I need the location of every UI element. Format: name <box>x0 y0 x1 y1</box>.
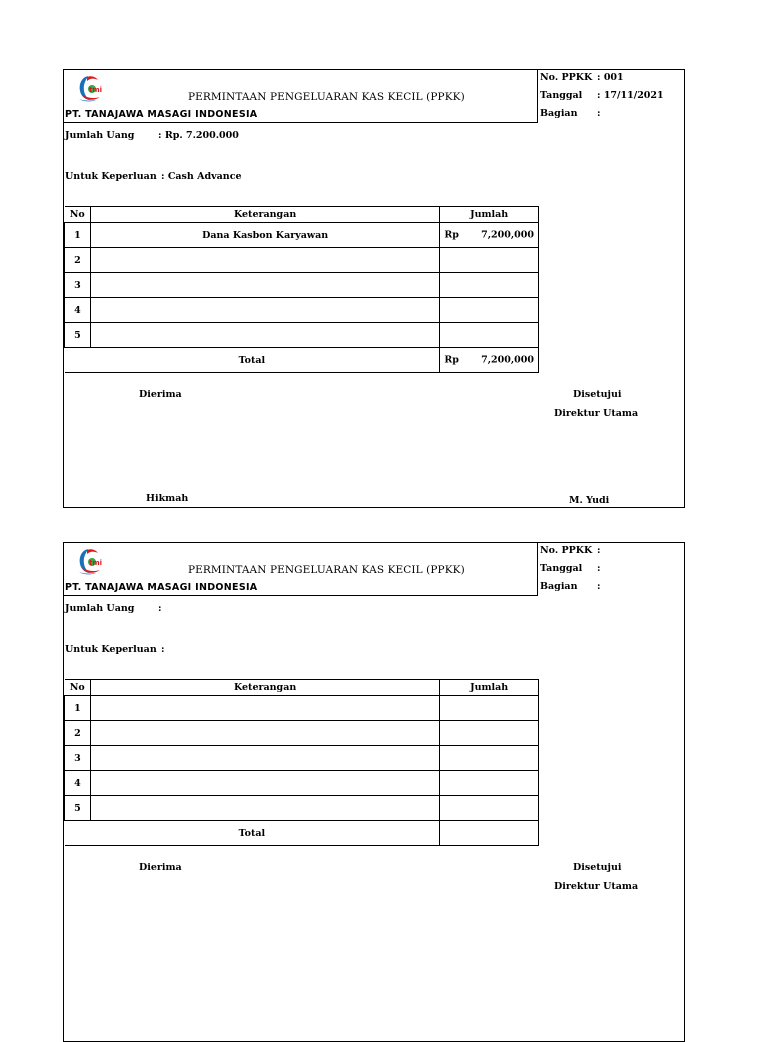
company-logo-icon <box>74 546 104 576</box>
table-row <box>65 771 539 796</box>
ppkk-number-label: No. PPKK <box>540 545 593 556</box>
row-number: 2 <box>65 721 91 746</box>
company-name: PT. TANAJAWA MASAGI INDONESIA <box>65 582 258 593</box>
purpose-label: Untuk Keperluan <box>65 644 157 655</box>
document-title: PERMINTAAN PENGELUARAN KAS KECIL (PPKK) <box>188 564 465 576</box>
row-description <box>90 273 439 298</box>
approved-label: Disetujui <box>573 862 622 873</box>
department-label: Bagian <box>540 581 578 592</box>
row-description <box>90 696 439 721</box>
row-number: 1 <box>65 696 91 721</box>
department-value: : <box>597 108 601 119</box>
total-currency: Rp <box>444 354 459 366</box>
row-description <box>90 248 439 273</box>
amount-label: Jumlah Uang <box>65 130 135 141</box>
table-row <box>65 298 539 323</box>
row-number: 4 <box>65 771 91 796</box>
company-logo <box>74 546 104 576</box>
department-label: Bagian <box>540 108 578 119</box>
header-description: Keterangan <box>90 680 439 696</box>
row-description <box>90 721 439 746</box>
received-name: Hikmah <box>146 493 189 504</box>
row-number: 4 <box>65 298 91 323</box>
table-row <box>65 721 539 746</box>
row-amount-cell <box>440 248 539 273</box>
table-row <box>65 273 539 298</box>
table-row <box>65 796 539 821</box>
amount-field <box>65 130 239 141</box>
received-label: Dierima <box>139 862 182 873</box>
amount-label: Jumlah Uang <box>65 603 135 614</box>
purpose-field <box>65 171 242 182</box>
ppkk-number-value: : <box>597 545 601 556</box>
table-header-row <box>65 680 539 696</box>
purpose-field <box>65 644 165 655</box>
ppkk-number-value: : 001 <box>597 72 624 83</box>
row-number: 5 <box>65 323 91 348</box>
row-amount-cell <box>440 796 539 821</box>
table-row <box>65 696 539 721</box>
items-table <box>64 206 539 373</box>
table-row <box>65 323 539 348</box>
row-number: 2 <box>65 248 91 273</box>
amount-field <box>65 603 162 614</box>
purpose-label: Untuk Keperluan <box>65 171 157 182</box>
total-amount-cell <box>440 821 539 846</box>
row-number: 3 <box>65 746 91 771</box>
ppkk-form <box>63 542 685 1042</box>
date-label: Tanggal <box>540 563 583 574</box>
row-number: 5 <box>65 796 91 821</box>
table-header-row <box>65 207 539 223</box>
amount-value: : Rp. 7.200.000 <box>158 130 239 141</box>
total-label: Total <box>65 348 440 373</box>
table-row <box>65 223 539 248</box>
date-value: : <box>597 563 601 574</box>
row-amount-cell <box>440 771 539 796</box>
total-label: Total <box>65 821 440 846</box>
row-number: 3 <box>65 273 91 298</box>
row-description <box>90 323 439 348</box>
row-currency: Rp <box>444 229 459 241</box>
row-description <box>90 796 439 821</box>
row-number: 1 <box>65 223 91 248</box>
row-amount-cell <box>440 721 539 746</box>
row-description <box>90 771 439 796</box>
purpose-value: : <box>161 644 165 655</box>
form-header <box>64 70 538 123</box>
table-row <box>65 746 539 771</box>
table-row <box>65 248 539 273</box>
approver-title: Direktur Utama <box>554 408 639 419</box>
svg-text:tmi: tmi <box>89 86 103 94</box>
ppkk-form <box>63 69 685 508</box>
approved-name: M. Yudi <box>569 495 610 506</box>
total-row <box>65 348 539 373</box>
svg-text:tmi: tmi <box>89 559 103 567</box>
company-logo <box>74 73 104 103</box>
row-amount: 7,200,000 <box>481 229 534 241</box>
row-amount-cell <box>440 298 539 323</box>
header-amount: Jumlah <box>440 680 539 696</box>
approver-title: Direktur Utama <box>554 881 639 892</box>
row-amount-cell <box>440 746 539 771</box>
row-amount-cell <box>440 223 539 248</box>
row-amount-cell <box>440 696 539 721</box>
row-description <box>90 746 439 771</box>
row-amount-cell <box>440 323 539 348</box>
header-amount: Jumlah <box>440 207 539 223</box>
header-no: No <box>65 680 91 696</box>
header-no: No <box>65 207 91 223</box>
document-title: PERMINTAAN PENGELUARAN KAS KECIL (PPKK) <box>188 91 465 103</box>
department-value: : <box>597 581 601 592</box>
header-description: Keterangan <box>90 207 439 223</box>
row-amount-cell <box>440 273 539 298</box>
form-header <box>64 543 538 596</box>
items-table <box>64 679 539 846</box>
row-description: Dana Kasbon Karyawan <box>90 223 439 248</box>
ppkk-number-label: No. PPKK <box>540 72 593 83</box>
total-row <box>65 821 539 846</box>
approved-label: Disetujui <box>573 389 622 400</box>
purpose-value: : Cash Advance <box>161 171 242 182</box>
received-label: Dierima <box>139 389 182 400</box>
row-description <box>90 298 439 323</box>
company-logo-icon <box>74 73 104 103</box>
amount-value: : <box>158 603 162 614</box>
date-label: Tanggal <box>540 90 583 101</box>
total-amount-cell <box>440 348 539 373</box>
date-value: : 17/11/2021 <box>597 90 664 101</box>
total-amount: 7,200,000 <box>481 354 534 366</box>
company-name: PT. TANAJAWA MASAGI INDONESIA <box>65 109 258 120</box>
